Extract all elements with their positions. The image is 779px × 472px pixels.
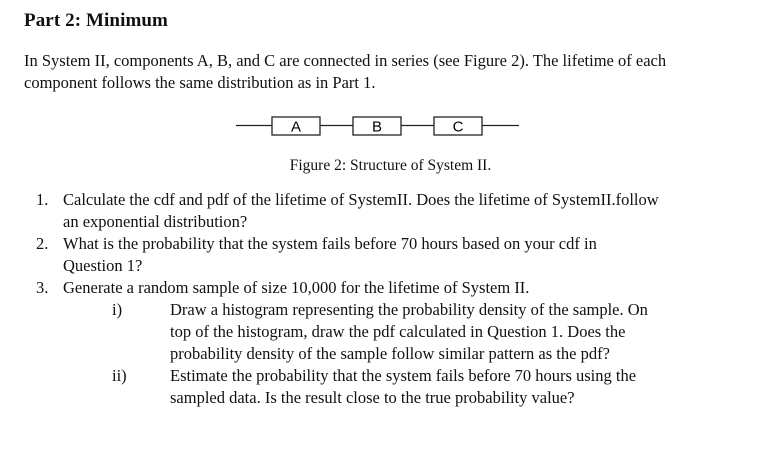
component-label-a: A xyxy=(290,118,302,136)
item-number: 2. xyxy=(36,234,49,253)
component-label-b: B xyxy=(371,118,383,136)
intro-paragraph xyxy=(24,50,759,94)
series-diagram-svg xyxy=(236,114,521,138)
subitem-number: i) xyxy=(112,300,123,319)
list-item xyxy=(0,233,779,277)
list-item xyxy=(0,189,779,233)
item-text-line: Generate a random sample of size 10,000 for the lifetime of System II. xyxy=(63,278,530,297)
item-number: 3. xyxy=(36,278,49,297)
component-label-c: C xyxy=(452,118,464,136)
item-text-line: What is the probability that the system fails before 70 hours based on your cdf in xyxy=(63,234,597,253)
question-list xyxy=(0,189,779,409)
subitem-text-line: Estimate the probability that the system fails before 70 hours using the xyxy=(170,366,637,385)
subitem-text-line: probability density of the sample follow similar pattern as the pdf? xyxy=(170,344,610,363)
subitem-number: ii) xyxy=(112,366,127,385)
subitem-text-line: Draw a histogram representing the probability density of the sample. On xyxy=(170,300,648,319)
item-text-line: an exponential distribution? xyxy=(63,212,248,231)
figure-caption xyxy=(0,157,779,175)
list-item xyxy=(0,277,779,409)
figure-caption-text: Figure 2: Structure of System II. xyxy=(289,157,492,174)
intro-line: component follows the same distribution as in Part 1. xyxy=(24,73,376,92)
item-text-line: Calculate the cdf and pdf of the lifetime of SystemII. Does the lifetime of SystemII.follow xyxy=(63,190,659,209)
section-heading: Part 2: Minimum xyxy=(24,10,168,31)
intro-line: In System II, components A, B, and C are connected in series (see Figure 2). The lifetime of each xyxy=(24,51,667,70)
series-system-diagram xyxy=(236,114,521,138)
subitem-text-line: top of the histogram, draw the pdf calculated in Question 1. Does the xyxy=(170,322,626,341)
item-number: 1. xyxy=(36,190,49,209)
subitem-text-line: sampled data. Is the result close to the true probability value? xyxy=(170,388,575,407)
item-text-line: Question 1? xyxy=(63,256,143,275)
